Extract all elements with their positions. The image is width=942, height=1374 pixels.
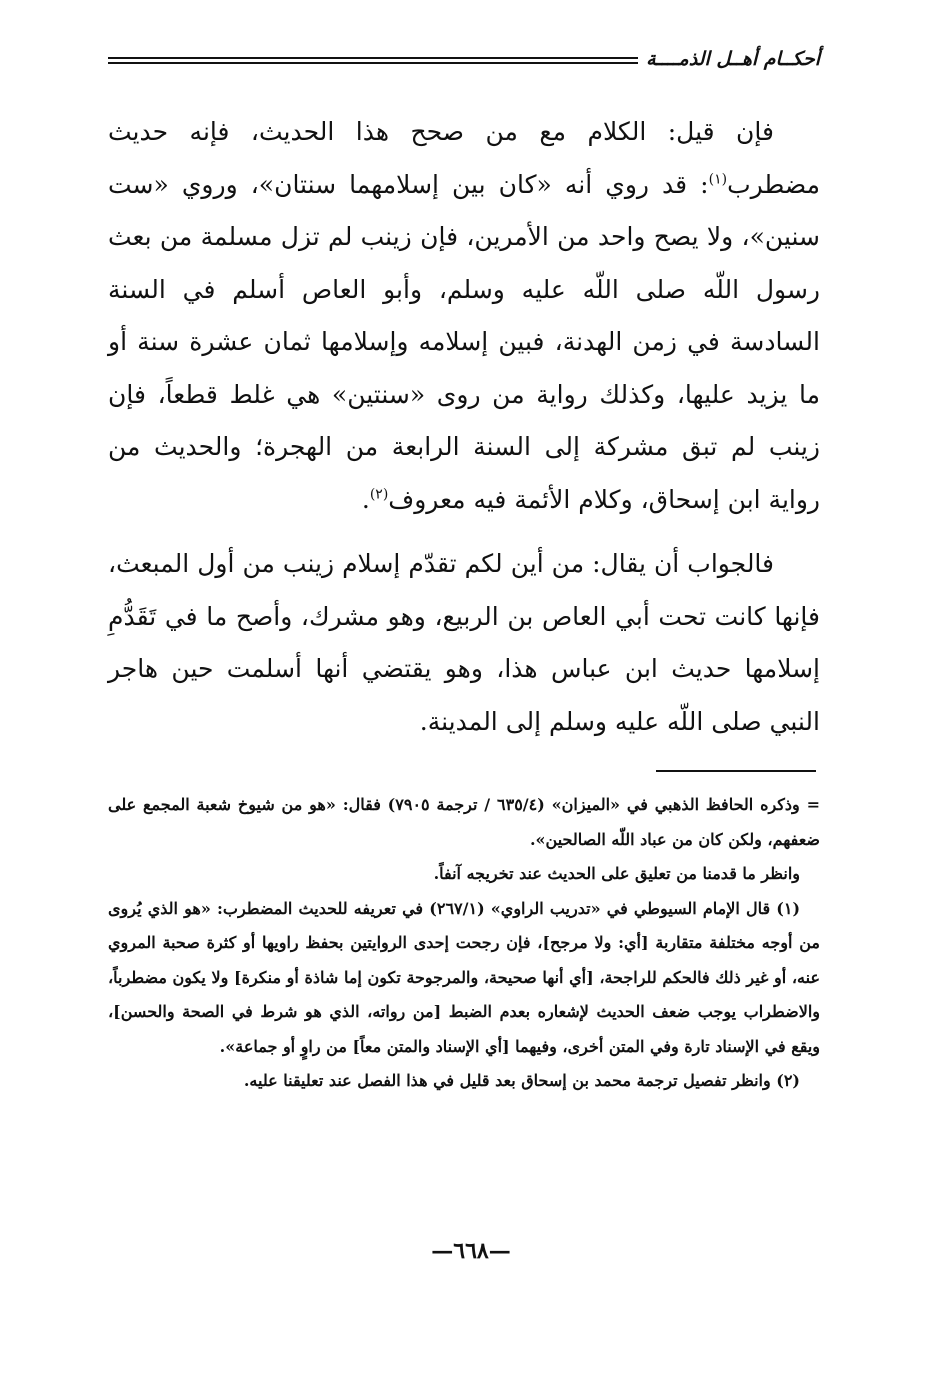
paragraph-objection-part-2: : قد روي أنه «كان بين إسلامهما سنتان»، وروي «ست سنين»، ولا يصح واحد من الأمرين، فإن زينب لم تزل مسلمة من بعث رسول اللّه صلى اللّه عليه وسلم، وأبو العاص أسلم في السنة السادسة في زمن الهدنة، فبين إسلامه وإسلامها ثمان عشرة سنة أو ما يزيد عليها، وكذلك رواية من روى «سنتين» هي غلط قطعاً، فإن زينب لم تبق مشركة إلى السنة الرابعة من الهجرة؛ والحديث من رواية ابن إسحاق، وكلام الأئمة فيه معروف bbox=[108, 169, 820, 514]
footnote-continued-note: وانظر ما قدمنا من تعليق على الحديث عند تخريجه آنفاً. bbox=[433, 864, 800, 883]
footnote-2: (٢) وانظر تفصيل ترجمة محمد بن إسحاق بعد قليل في هذا الفصل عند تعليقنا عليه. bbox=[243, 1071, 800, 1090]
footnote-continued: = وذكره الحافظ الذهبي في «الميزان» (٦٣٥/٤ / ترجمة ٧٩٠٥) فقال: «هو من شيوخ شعبة المجمع على ضعفهم، ولكن كان من عباد اللّه الصالحين». bbox=[108, 795, 820, 849]
footnote-separator bbox=[656, 770, 816, 772]
page-number: —٦٦٨— bbox=[431, 1238, 511, 1264]
footnote-1: (١) قال الإمام السيوطي في «تدريب الراوي» (٢٦٧/١) في تعريفه للحديث المضطرب: «هو الذي يُروى من أوجه مختلفة متقاربة [أي: ولا مرجح]، فإن رجحت إحدى الروايتين بحفظ راويها أو كثرة صحبة المروي عنه، أو غير ذلك فالحكم للراجحة، [أي أنها صحيحة، والمرجوحة تكون إما شاذة أو منكرة] ولا يكون مضطرباً، والاضطراب يوجب ضعف الحديث لإشعاره بعدم الضبط [من رواته، الذي هو شرط في الصحة والحسن]، ويقع في الإسناد تارة وفي المتن أخرى، وفيهما [أي الإسناد والمتن معاً] من راوٍ أو جماعة». bbox=[108, 898, 820, 1056]
footnotes bbox=[108, 788, 820, 1099]
header-double-rule bbox=[108, 57, 638, 64]
paragraph-objection-part-1: فإن قيل: الكلام مع من صحح هذا الحديث، فإنه حديث مضطرب bbox=[108, 117, 820, 199]
paragraph-objection-part-3: . bbox=[361, 484, 370, 514]
footnote-ref-2[interactable]: (٢) bbox=[369, 486, 389, 503]
paragraph-objection bbox=[108, 106, 820, 526]
main-text bbox=[108, 106, 820, 748]
running-header-title: أحكــام أهــل الذمــــة bbox=[646, 48, 820, 70]
paragraph-answer: فالجواب أن يقال: من أين لكم تقدّم إسلام زينب من أول المبعث، فإنها كانت تحت أبي العاص بن الربيع، وهو مشرك، وأصح ما في تَقَدُّمِ إسلامها حديث ابن عباس هذا، وهو يقتضي أنها أسلمت حين هاجر النبي صلى اللّه عليه وسلم إلى المدينة. bbox=[108, 549, 820, 736]
running-header bbox=[108, 44, 820, 74]
footnote-ref-1[interactable]: (١) bbox=[708, 171, 728, 188]
